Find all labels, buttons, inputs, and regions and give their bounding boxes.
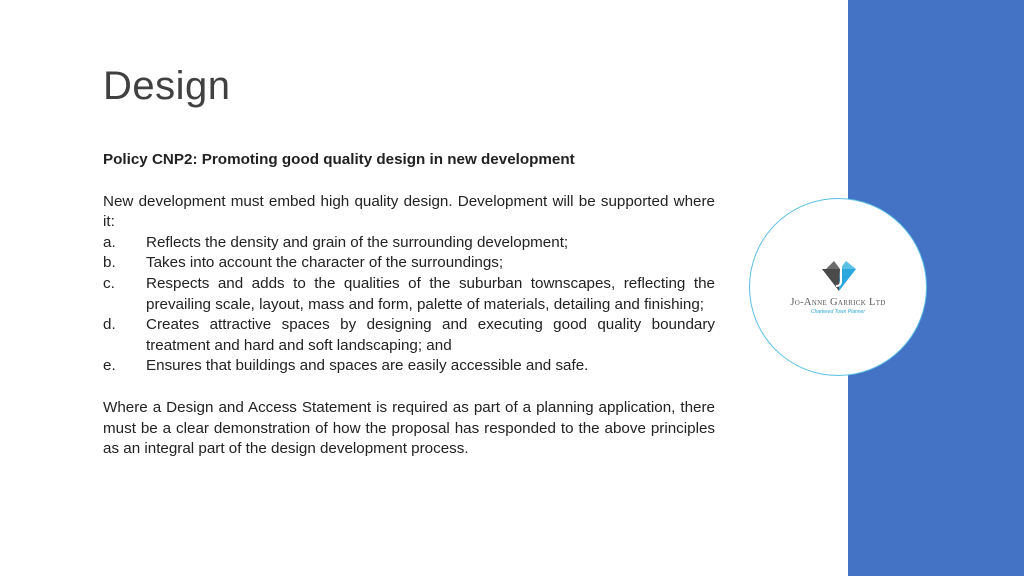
logo-tagline: Chartered Town Planner [810,309,865,315]
slide-title: Design [103,64,231,108]
criteria-list [103,233,715,377]
company-logo [749,198,927,376]
list-item-text: Takes into account the character of the surroundings; [146,254,504,272]
list-item [103,253,715,274]
list-item-letter: c. [103,274,115,292]
list-item-text: Respects and adds to the qualities of the suburban townscapes, reflecting the prevailing scale, layout, mass and form, palette of materials, detailing and finishing; [146,274,715,313]
policy-heading: Policy CNP2: Promoting good quality design in new development [103,151,575,168]
slide-body [103,150,715,460]
intro-paragraph: New development must embed high quality design. Development will be supported where it: [103,192,715,231]
list-item [103,315,715,356]
list-item-letter: b. [103,254,116,272]
list-item-text: Ensures that buildings and spaces are easily accessible and safe. [146,357,589,375]
list-item-letter: e. [103,357,116,375]
logo-company-name: Jo-Anne Garrick Ltd [790,297,886,308]
list-item-text: Reflects the density and grain of the surrounding development; [146,233,569,251]
list-item-text: Creates attractive spaces by designing and executing good quality boundary treatment and hard and soft landscaping; and [146,316,715,354]
diamond-logo-icon [820,259,858,293]
list-item-letter: a. [103,233,116,251]
list-item [103,356,715,377]
closing-paragraph: Where a Design and Access Statement is required as part of a planning application, there must be a clear demonstration of how the proposal has responded to the above principles as an integral part of the design development process. [103,398,715,458]
list-item [103,274,715,315]
list-item [103,233,715,254]
list-item-letter: d. [103,316,116,334]
